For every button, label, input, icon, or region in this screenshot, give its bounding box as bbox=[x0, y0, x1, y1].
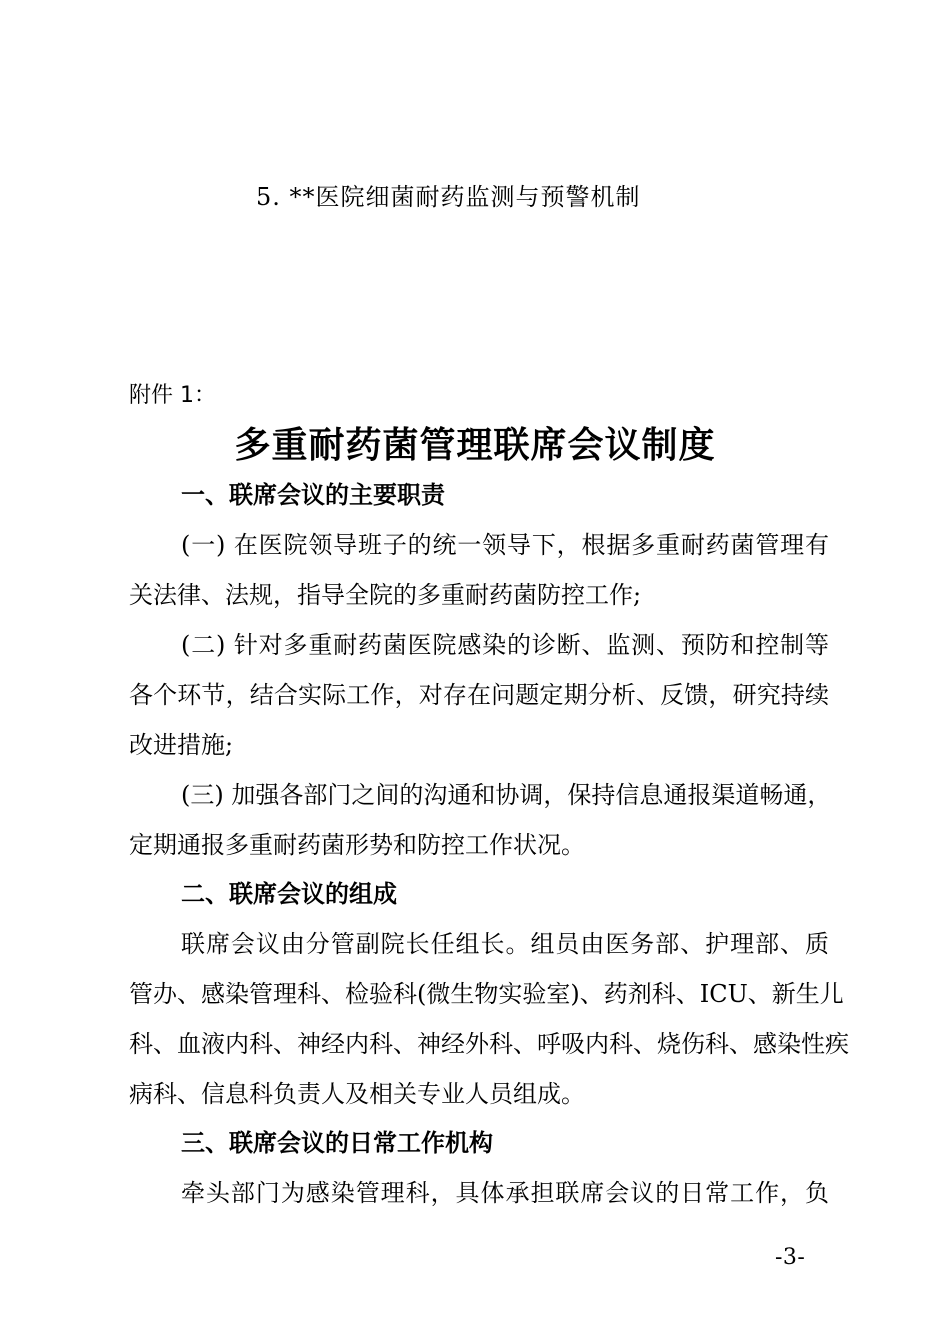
page-number: -3- bbox=[775, 1245, 806, 1270]
paragraph-line: 联席会议由分管副院长任组长。组员由医务部、护理部、质 bbox=[181, 930, 829, 958]
paragraph-line: 定期通报多重耐药菌形势和防控工作状况。 bbox=[129, 831, 585, 859]
paragraph-line: 关法律、法规，指导全院的多重耐药菌防控工作; bbox=[129, 581, 642, 609]
paragraph-line: 牵头部门为感染管理科，具体承担联席会议的日常工作，负 bbox=[181, 1179, 829, 1207]
paragraph-line: (三) 加强各部门之间的沟通和协调，保持信息通报渠道畅通， bbox=[181, 781, 832, 809]
section-heading-office: 三、联席会议的日常工作机构 bbox=[181, 1129, 493, 1157]
paragraph-line: 各个环节，结合实际工作，对存在问题定期分析、反馈，研究持续 bbox=[129, 681, 829, 709]
attachment-label: 附件 1： bbox=[129, 383, 216, 408]
document-title: 多重耐药菌管理联席会议制度 bbox=[234, 425, 716, 466]
paragraph-line: (一) 在医院领导班子的统一领导下，根据多重耐药菌管理有 bbox=[181, 531, 829, 559]
previous-section-item: 5. **医院细菌耐药监测与预警机制 bbox=[256, 183, 641, 211]
paragraph-line: 管办、感染管理科、检验科(微生物实验室)、药剂科、ICU、新生儿 bbox=[129, 980, 844, 1008]
paragraph-line: (二) 针对多重耐药菌医院感染的诊断、监测、预防和控制等 bbox=[181, 631, 829, 659]
paragraph-line: 改进措施; bbox=[129, 731, 234, 759]
paragraph-line: 病科、信息科负责人及相关专业人员组成。 bbox=[129, 1080, 585, 1108]
section-heading-duties: 一、联席会议的主要职责 bbox=[181, 481, 445, 509]
section-heading-composition: 二、联席会议的组成 bbox=[181, 880, 397, 908]
paragraph-line: 科、血液内科、神经内科、神经外科、呼吸内科、烧伤科、感染性疾 bbox=[129, 1030, 849, 1058]
